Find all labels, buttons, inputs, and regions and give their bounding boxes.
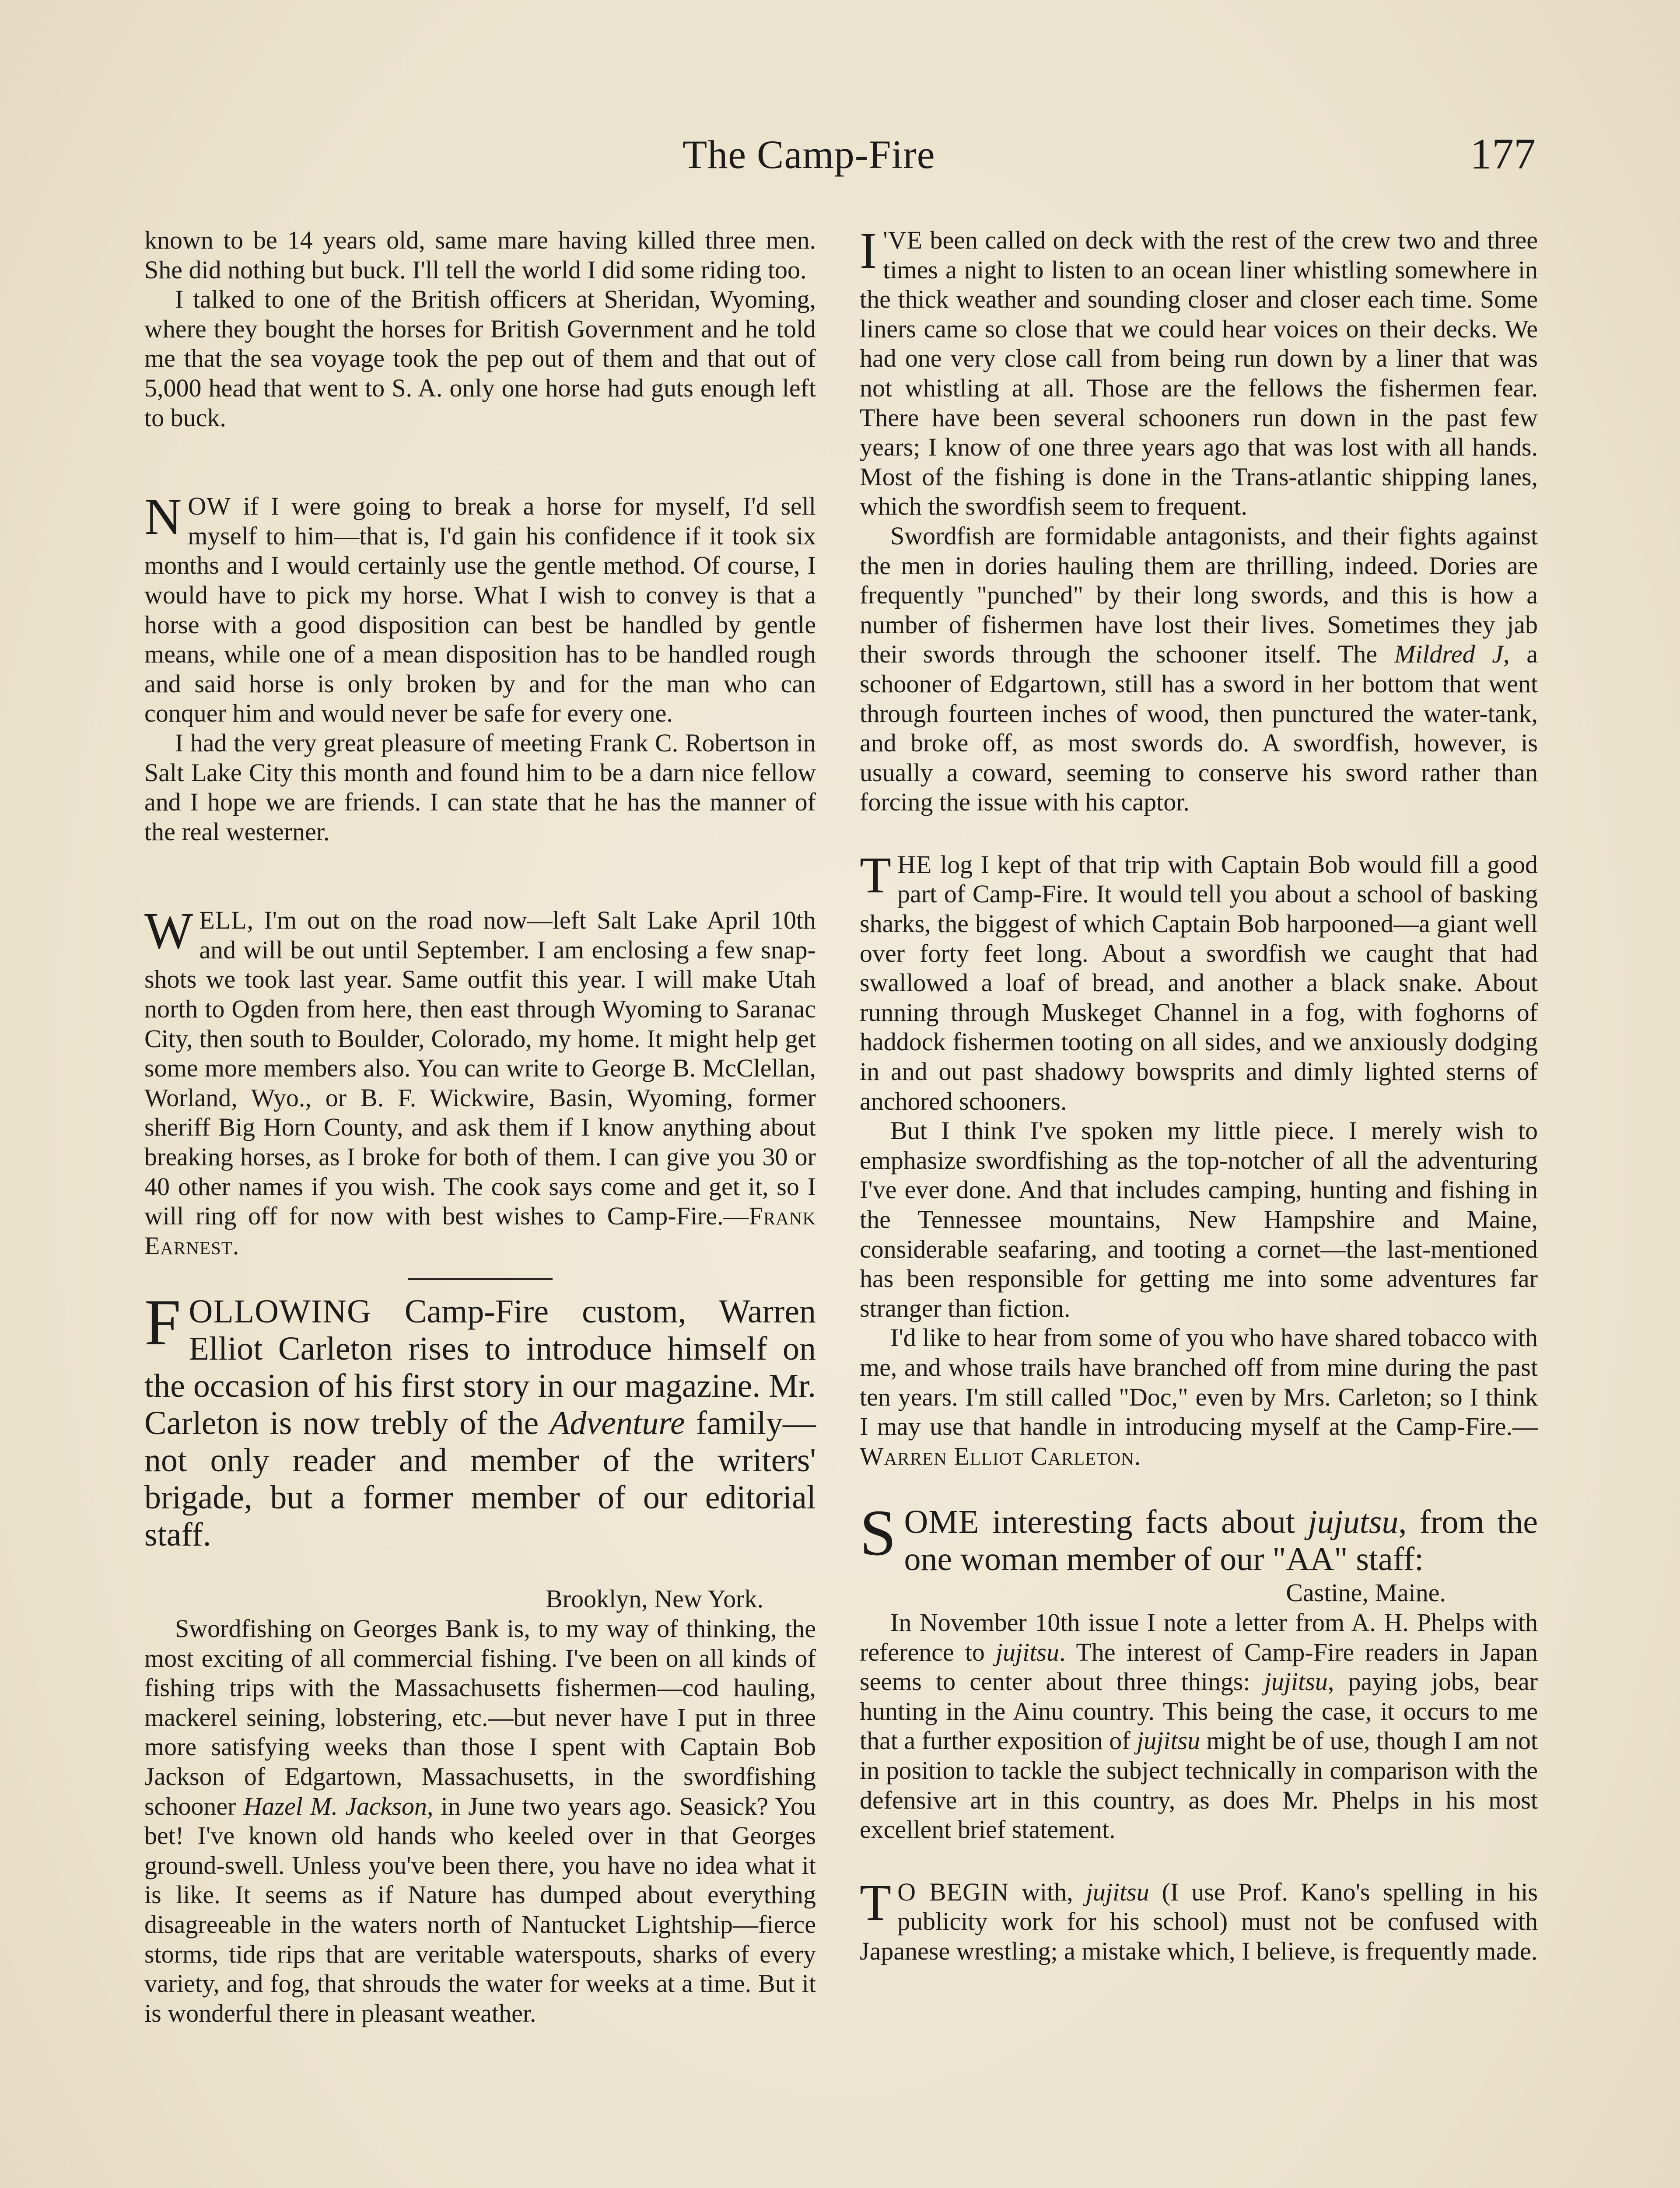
- schooner-name: Mildred J: [1394, 640, 1504, 669]
- magazine-name: Adventure: [550, 1405, 685, 1442]
- drop-cap: N: [144, 488, 182, 546]
- paragraph-text: (I use Prof. Kano's spelling in his publicity work for his school) must not be confused with Japanese wrestling; a mistake which, I believe, is frequently made.: [860, 1877, 1538, 1965]
- lead-in: 'VE: [883, 226, 923, 254]
- dateline: Castine, Maine.: [1286, 1578, 1446, 1607]
- right-column: [860, 222, 1538, 1966]
- section-divider: [408, 1278, 553, 1280]
- term: jujitsu: [1264, 1667, 1328, 1696]
- signature: Warren Elliot Carleton.: [860, 1441, 1141, 1470]
- paragraph: [144, 902, 816, 1260]
- paragraph: [144, 488, 816, 728]
- paragraph-text: been called on deck with the rest of the crew two and three times a night to listen to an ocean liner whistling somewhere in the thick weather and sounding closer and closer each time. Some liners came so close that we could hear voices on their decks. We had one very close call from being run down by a liner that was not whistling at all. Those are the fellows the fishermen fear. There have been several schooners run down in the past few years; I know of one three years ago that was lost with all hands. Most of the fishing is done in the Trans-atlantic shipping lanes, which the swordfish seem to frequent.: [860, 226, 1538, 521]
- drop-cap: T: [860, 846, 892, 904]
- drop-cap: W: [144, 902, 193, 960]
- paragraph: [860, 1323, 1538, 1471]
- paragraph-text: , a schooner of Edgartown, still has a sword in her bottom that went through fourteen inches of wood, then punctured the water-tank, and broke off, as most swords do. A swordfish, however, is usually a coward, seeming to conserve his sword rather than forcing the issue with his captor.: [860, 640, 1538, 817]
- paragraph: [144, 1614, 816, 2028]
- drop-cap: I: [860, 222, 877, 279]
- paragraph-text: log I kept of that trip with Captain Bob would fill a good part of Camp-Fire. It would tell you about a school of basking sharks, the biggest of which Captain Bob harpooned—a giant well over forty feet long. About a swordfish we caught that had swallowed a loaf of bread, and another a black snake. About running through Muskeget Channel in a fog, with foghorns of haddock fishermen tooting on all sides, and we anxiously dodging in and out past shadowy bowsprits and dimly lighted sterns of anchored schooners.: [860, 850, 1538, 1115]
- paragraph-text: with,: [1009, 1877, 1086, 1906]
- paragraph: known to be 14 years old, same mare having killed three men. She did nothing but buck. I'll tell the world I did some riding too.: [144, 226, 816, 284]
- intro-text: family—not only reader and member of the writers' brigade, but a former member of our editorial staff.: [144, 1405, 816, 1553]
- lead-in: OME: [904, 1504, 980, 1541]
- paragraph-text: might be of use, though I am not in position to tackle the subject technically in comparison with the defensive art in this country, as does Mr. Phelps in his most excellent brief statement.: [860, 1726, 1538, 1844]
- dateline: Brooklyn, New York.: [546, 1585, 763, 1613]
- signature: Frank Earnest.: [144, 1202, 816, 1260]
- term: jujitsu: [1137, 1726, 1200, 1755]
- lead-in: HE: [897, 850, 932, 879]
- term: jujutsu: [1308, 1504, 1399, 1541]
- drop-cap: T: [860, 1873, 892, 1931]
- page-number: 177: [1470, 130, 1536, 178]
- paragraph-text: , I'm out on the road now—left Salt Lake April 10th and will be out until September. I am enclosing a few snap-shots we took last year. Same outfit this year. I will make Utah north to Ogden from here, then east through Wyoming to Saranac City, then south to Boulder, Colorado, my home. It might help get some more members also. You can write to George B. McClellan, Worland, Wyo., or B. F. Wickwire, Basin, Wyoming, former sheriff Big Horn County, and ask them if I know anything about breaking horses, as I broke for both of them. I can give you 30 or 40 other names if you wish. The cook says come and get it, so I will ring off for now with best wishes to Camp-Fire.—: [144, 906, 816, 1231]
- page-header: [0, 131, 1680, 188]
- paragraph: I had the very great pleasure of meeting Frank C. Robertson in Salt Lake City this month and found him to be a darn nice fellow and I hope we are friends. I can state that he has the manner of the real westerner.: [144, 728, 816, 846]
- paragraph-text: I'd like to hear from some of you who have shared tobacco with me, and whose trails have branched off from mine during the past ten years. I'm still called "Doc," even by Mrs. Carleton; so I think I may use that handle in introducing myself at the Camp-Fire.—: [860, 1323, 1538, 1441]
- paragraph: [860, 846, 1538, 1116]
- intro-paragraph: [860, 1497, 1538, 1578]
- lead-in: OW: [188, 492, 231, 521]
- paragraph-text: if I were going to break a horse for myself, I'd sell myself to him—that is, I'd gain his confidence if it took six months and I would certainly use the gentle method. Of course, I would have to pick my horse. What I wish to convey is that a horse with a good disposition can best be handled by gentle means, while one of a mean disposition has to be handled rough and said horse is only broken by and for the man who can conquer him and would never be safe for every one.: [144, 492, 816, 728]
- paragraph-text: Swordfishing on Georges Bank is, to my way of thinking, the most exciting of all commercial fishing. I've been on all kinds of fishing trips with the Massachusetts fishermen—cod hauling, mackerel seining, lobstering, etc.—but never have I put in three more satisfying weeks than those I spent with Captain Bob Jackson of Edgartown, Massachusetts, in the swordfishing schooner: [144, 1614, 816, 1820]
- paragraph: [860, 521, 1538, 817]
- paragraph-text: . The interest of Camp-Fire readers in Japan seems to center about three things:: [860, 1637, 1538, 1696]
- running-head-title: The Camp-Fire: [682, 132, 935, 177]
- drop-cap: F: [144, 1286, 181, 1359]
- intro-text: interesting facts about: [979, 1504, 1308, 1541]
- paragraph-text: In November 10th issue I note a letter from A. H. Phelps with reference to: [860, 1608, 1538, 1666]
- schooner-name: Hazel M. Jackson: [243, 1792, 427, 1820]
- paragraph: But I think I've spoken my little piece. I merely wish to emphasize swordfishing as the top-notcher of all the adventuring I've ever done. And that includes camping, hunting and fishing in the Tennessee mountains, New Hampshire and Maine, considerable seafaring, and tooting a cornet—the last-mentioned has been responsible for getting me into some adventures far stranger than fiction.: [860, 1116, 1538, 1322]
- lead-in: ELL: [199, 906, 247, 935]
- paragraph-text: , in June two years ago. Seasick? You bet! I've known old hands who keeled over in that Georges ground-swell. Unless you've been there, you have no idea what it is like. It seems as if Nature has dumped about everything disagreeable in the waters north of Nantucket Lightship—fierce storms, tide rips that are veritable waterspouts, sharks of every variety, and fog, that shrouds the water for weeks at a time. But it is wonderful there in pleasant weather.: [144, 1792, 816, 2027]
- paragraph-text: Swordfish are formidable antagonists, and their fights against the men in dories hauling them are thrilling, indeed. Dories are frequently "punched" by their long swords, and this is how a number of fishermen have lost their lives. Sometimes they jab their swords through the schooner itself. The: [860, 521, 1538, 669]
- lead-in: OLLOWING: [189, 1293, 371, 1330]
- paragraph-text: , paying jobs, bear hunting in the Ainu country. This being the case, it occurs to me that a further exposition of: [860, 1667, 1538, 1755]
- paragraph: [860, 222, 1538, 521]
- intro-text: Camp-Fire custom, Warren Elliot Carleton rises to introduce himself on the occasion of his first story in our magazine. Mr. Carleton is now trebly of the: [144, 1293, 816, 1442]
- drop-cap: S: [860, 1497, 896, 1570]
- term: jujitsu: [1085, 1877, 1149, 1906]
- intro-text: , from the one woman member of our "AA" staff:: [904, 1504, 1538, 1578]
- lead-in: O BEGIN: [897, 1877, 1009, 1906]
- paragraph: [860, 1873, 1538, 1966]
- paragraph: [860, 1608, 1538, 1844]
- paragraph: I talked to one of the British officers at Sheridan, Wyoming, where they bought the horses for British Government and he told me that the sea voyage took the pep out of them and that out of 5,000 head that went to S. A. only one horse had guts enough left to buck.: [144, 285, 816, 432]
- intro-paragraph: [144, 1286, 816, 1553]
- term: jujitsu: [995, 1637, 1059, 1666]
- left-column: [144, 225, 816, 2028]
